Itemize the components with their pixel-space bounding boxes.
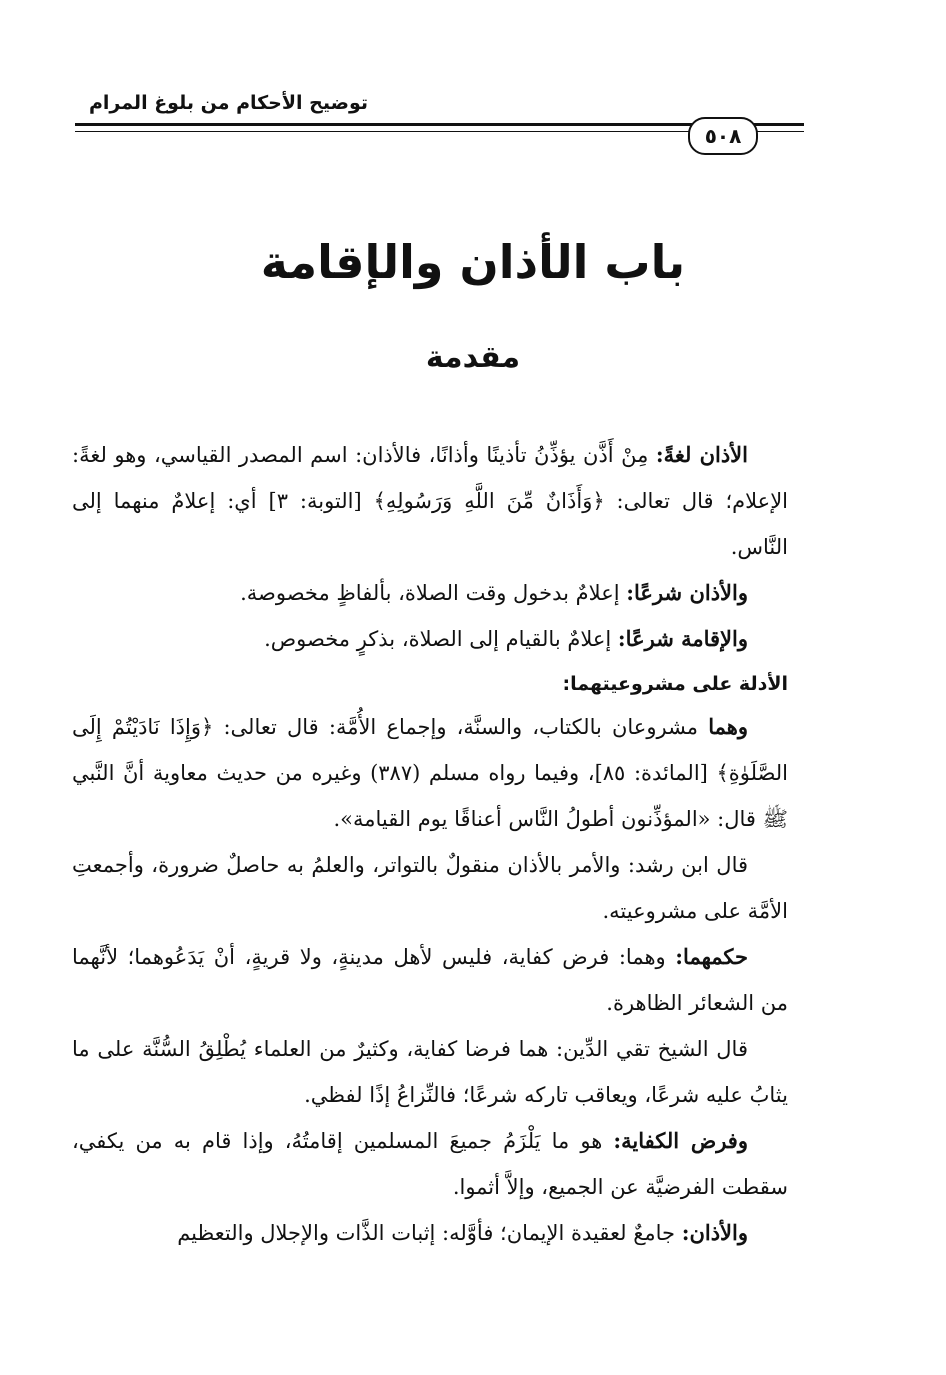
paragraph-lead: حكمهما: (675, 944, 748, 969)
paragraph-lead: والإقامة شرعًا: (617, 626, 748, 651)
paragraph-text: إعلامٌ بدخول وقت الصلاة، بألفاظٍ مخصوصة. (240, 581, 627, 605)
paragraph-text: إعلامٌ بالقيام إلى الصلاة، بذكرٍ مخصوص. (264, 627, 618, 651)
paragraph-taqi-al-din (72, 1026, 788, 1118)
subheading-text: الأدلة على مشروعيتهما: (562, 673, 788, 695)
paragraph-text: جامعٌ لعقيدة الإيمان؛ فأوَّله: إثبات الذَّات والإجلال والتعظيم (177, 1221, 682, 1245)
paragraph-lead: الأذان لغةً: (655, 442, 748, 467)
paragraph-evidence (72, 704, 788, 842)
subheading-evidence (72, 664, 788, 704)
paragraph-lead: وهما (708, 714, 748, 739)
page-number: ٥٠٨ (688, 117, 758, 155)
chapter-title: باب الأذان والإقامة (260, 235, 686, 289)
paragraph-text: وهما: فرض كفاية، فليس لأهل مدينةٍ، ولا قريةٍ، أنْ يَدَعُوهما؛ لأنَّهما من الشعائر الظاهرة. (72, 945, 788, 1015)
body-text (72, 432, 788, 1256)
paragraph-lead: وفرض الكفاية: (613, 1128, 748, 1153)
paragraph-iqama-shar (72, 616, 788, 662)
paragraph-text: مِنْ أَذَّن يؤذِّنُ تأذينًا وأذانًا، فالأذان: اسم المصدر القياسي، وهو لغةً: الإعلام؛ قال تعالى: ﴿وَأَذَانٌ مِّنَ اللَّهِ وَرَسُولِهِ﴾ [التوبة: ٣] أي: إعلامٌ منهما إلى النَّاس. (72, 443, 789, 559)
paragraph-lead: والأذان شرعًا: (626, 580, 748, 605)
paragraph-text: قال الشيخ تقي الدِّين: هما فرضا كفاية، وكثيرٌ من العلماء يُطْلِقُ السُّنَّة على ما يثابُ عليه شرعًا، ويعاقب تاركه شرعًا؛ فالنِّزاعُ إذًا لفظي. (72, 1037, 788, 1107)
paragraph-ruling (72, 934, 788, 1026)
paragraph-text: هو ما يَلْزَمُ جميعَ المسلمين إقامتُهُ، وإذا قام به من يكفي، سقطت الفرضيَّة عن الجميع، وإلاَّ أثموا. (72, 1129, 788, 1199)
paragraph-adhan-creed (72, 1210, 788, 1256)
paragraph-text: قال ابن رشد: والأمر بالأذان منقولٌ بالتواتر، والعلمُ به حاصلٌ ضرورة، وأجمعتِ الأمَّة على مشروعيته. (72, 853, 788, 923)
paragraph-text: مشروعان بالكتاب، والسنَّة، وإجماع الأُمَّة: قال تعالى: ﴿وَإِذَا نَادَيْتُمْ إِلَى الصَّلَوٰةِ﴾ [المائدة: ٨٥]، وفيما رواه مسلم (٣٨٧) وغيره من حديث معاوية أنَّ النَّبي ﷺ قال: «المؤذِّنون أطولُ النَّاس أعناقًا يوم القيامة». (72, 715, 789, 831)
paragraph-ibn-rushd (72, 842, 788, 934)
paragraph-adhan-lugha (72, 432, 788, 570)
section-title: مقدمة (425, 340, 521, 375)
paragraph-lead: والأذان: (681, 1220, 748, 1245)
paragraph-fard-kifaya (72, 1118, 788, 1210)
paragraph-adhan-shar (72, 570, 788, 616)
running-head: توضيح الأحكام من بلوغ المرام (88, 92, 368, 114)
